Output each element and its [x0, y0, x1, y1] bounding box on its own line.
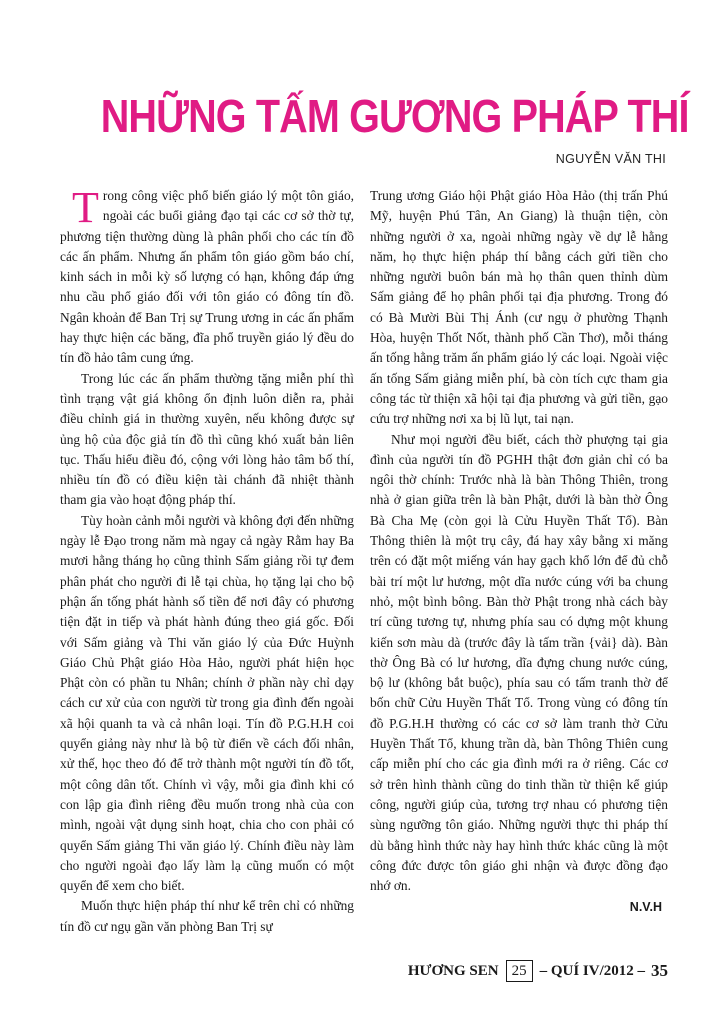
paragraph: Như mọi người đều biết, cách thờ phượng tại gia đình của người tín đồ PGHH thật đơn giản chỉ có ba ngôi thờ chính: Trước nhà là bàn Thông Thiên, trong nhà ở gian giữa trên là bàn Phật, dưới là bàn thờ Ông Bà Cha Mẹ (còn gọi là Cửu Huyền Thất Tổ). Bàn Thông thiên là một trụ cây, đá hay xây bằng xi măng trên có đặt một miếng ván hay gạch khổ lớn để đủ chỗ bài trí một lư hương, một dĩa nước cúng với ba chung nhỏ, một bình bông. Bàn thờ Phật trong nhà cách bày trí cũng tương tự, nhưng phía sau có dựng một khung kiến sơn màu dà (trước đây là tấm trần {vải} dà). Bàn thờ Ông Bà có lư hương, dĩa đựng chung nước cúng, bộ lư (không bắt buộc), phía sau có tấm tranh thờ để bốn chữ Cửu Huyền Thất Tổ. Trong vùng có đông tín đồ P.G.H.H thường có các cơ sở làm tranh thờ Cửu Huyền Thất Tổ, khung trần dà, bàn Thông Thiên cung cấp miễn phí cho các gia đình mới ra ở riêng. Các cơ sở trên hình thành cũng do tinh thần từ thiện kể giúp công, người giúp của, tương trợ nhau có phương tiện sùng ngưỡng tôn giáo. Những người thực thi pháp thí dù bằng hình thức này hay hình thức khác cũng là một công đức được tôn giáo ghi nhận và được đồng đạo nhớ ơn.: [370, 431, 668, 894]
article-column-left: [60, 183, 354, 937]
page-footer: [408, 960, 668, 982]
article-column-right: [370, 186, 668, 918]
drop-cap: T: [72, 183, 99, 232]
magazine-name: HƯƠNG SEN: [407, 962, 499, 979]
paragraph: Trung ương Giáo hội Phật giáo Hòa Hảo (thị trấn Phú Mỹ, huyện Phú Tân, An Giang) là thuận tiện, còn những người ở xa, ngoài những ngày về dự lễ hằng năm, họ thực hiện pháp thí bằng cách gửi tiền cho những người buôn bán mà họ thân quen thỉnh dùm Sấm giảng để họ phân phối tại địa phương. Trong đó có Bà Mười Bùi Thị Ánh (cư ngụ ở phường Thạnh Hòa, huyện Thốt Nốt, thành phố Cần Thơ), mỗi tháng ấn tống hằng trăm ấn phẩm giáo lý các loại. Ngoài việc ấn tống Sấm giảng miễn phí, bà còn tích cực tham gia công tác từ thiện xã hội tại địa phương và gửi tiền, gạo cứu trợ những nơi xa bị lũ lụt, tai nạn.: [370, 188, 668, 427]
author-signature: N.V.H: [629, 900, 662, 915]
paragraph: Muốn thực hiện pháp thí như kể trên chỉ có những tín đồ cư ngụ gần văn phòng Ban Trị sự: [60, 898, 354, 934]
paragraph-text: rong công việc phổ biến giáo lý một tôn giáo, ngoài các buổi giảng đạo tại các cơ sở thờ tự, phương tiện thường dùng là phân phối cho các tín đồ các ấn phẩm. Nhưng ấn phẩm tôn giáo gồm báo chí, kinh sách in mỗi kỳ số lượng có hạn, không đáp ứng nhu cầu phổ giáo đối với tôn giáo có đông tín đồ. Ngân khoản để Ban Trị sự Trung ương in các ấn phẩm hay thực hiện các băng, đĩa phổ truyền giáo lý đều do tín đồ hảo tâm cung ứng.: [60, 188, 354, 366]
paragraph: [60, 183, 354, 369]
article-author: NGUYỄN VĂN THI: [555, 152, 666, 166]
issue-quarter: – QUÍ IV/2012 –: [539, 962, 645, 979]
article-title: NHỮNG TẤM GƯƠNG PHÁP THÍ: [100, 90, 689, 142]
issue-number-box: 25: [506, 960, 533, 982]
paragraph: Tùy hoàn cảnh mỗi người và không đợi đến những ngày lễ Đạo trong năm mà ngay cả ngày Rằm hay Ba mươi hằng tháng họ cũng thỉnh Sấm giảng rồi tự đem phân phát cho người đi lễ tại chùa, họ tặng lại cho bộ phận ấn tống phát hành số tiền để nơi đây có phương tiện đặt in tiếp và phát hành đúng theo giá gốc. Đối với Sấm giảng và Thi văn giáo lý của Đức Huỳnh Giáo Chủ Phật giáo Hòa Hảo, người phát hiện học Phật còn có phần tu Nhân; chính ở phần này chỉ dạy cách cư xử của con người từ trong gia đình đến ngoài xã hội quanh ta và cả nhân loại. Tín đồ P.G.H.H coi quyển giảng này như là bộ từ điển về cách đối nhân, xử thế, học theo đó để trở thành một người tín đồ tốt, một công dân tốt. Chính vì vậy, mỗi gia đình khi có con lập gia đình riêng đều muốn trong nhà của con mình, ngoài vật dụng sinh hoạt, chia cho con phải có quyển Sấm giảng Thi văn giáo lý. Chính điều này làm cho người ngoài đạo lấy làm lạ cũng muốn có một quyển để xem cho biết.: [60, 512, 354, 894]
paragraph: Trong lúc các ấn phẩm thường tặng miễn phí thì tình trạng vật giá không ổn định luôn diễn ra, phải điều chỉnh giá in thường xuyên, nếu không được sự ủng hộ của độc giả tín đồ thì cũng khó xuất bản liên tục. Thấu hiểu điều đó, cộng với lòng hảo tâm bố thí, nhiều tín đồ có điều kiện tài chánh đã nhiệt thành tham gia vào hoạt động pháp thí.: [60, 370, 354, 508]
page-number: 35: [651, 961, 668, 980]
